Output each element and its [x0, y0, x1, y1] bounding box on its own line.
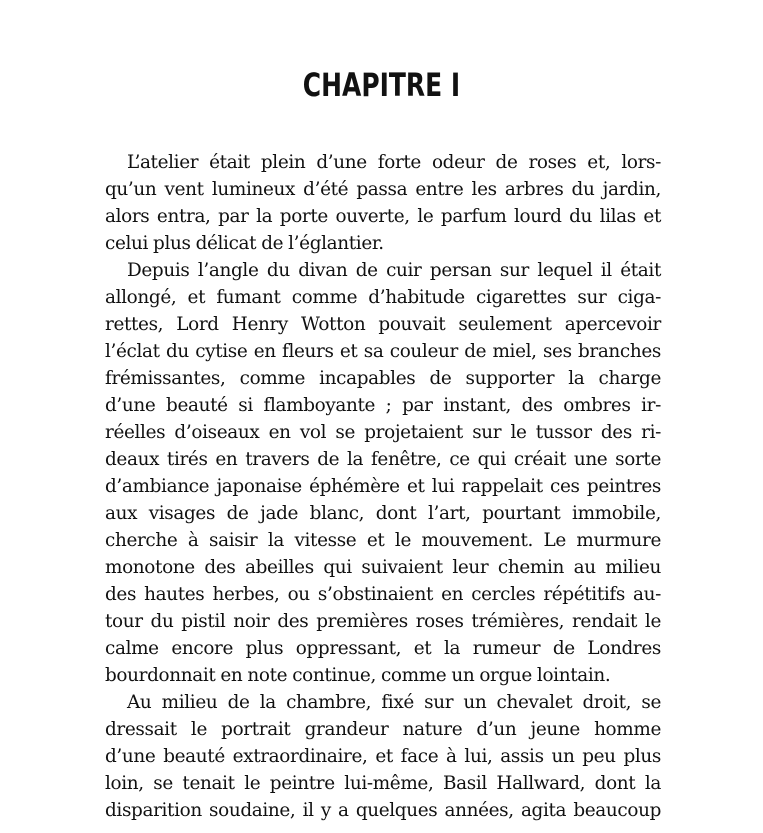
text-line: Depuis l’angle du divan de cuir persan sur lequel il était — [127, 260, 661, 281]
text-line: tour du pistil noir des premières roses trémières, rendait le — [105, 611, 661, 632]
chapter-body — [105, 149, 661, 824]
text-line: dressait le portrait grandeur nature d’un jeune homme — [105, 719, 661, 740]
text-line: aux visages de jade blanc, dont l’art, pourtant immobile, — [105, 503, 661, 524]
text-line: d’une beauté si flamboyante ; par instant, des ombres ir- — [105, 395, 661, 416]
text-line: calme encore plus oppressant, et la rumeur de Londres — [105, 638, 661, 659]
text-line: deaux tirés en travers de la fenêtre, ce qui créait une sorte — [105, 449, 661, 470]
text-line: L’atelier était plein d’une forte odeur de roses et, lors- — [127, 152, 661, 173]
text-line: réelles d’oiseaux en vol se projetaient sur le tussor des ri- — [105, 422, 661, 443]
text-line: des hautes herbes, ou s’obstinaient en cercles répétitifs au- — [105, 584, 661, 605]
text-line: alors entra, par la porte ouverte, le parfum lourd du lilas et — [105, 206, 661, 227]
text-line: cherche à saisir la vitesse et le mouvement. Le murmure — [105, 530, 661, 551]
text-line: disparition soudaine, il y a quelques années, agita beaucoup — [105, 800, 661, 821]
text-line: allongé, et fumant comme d’habitude cigarettes sur ciga- — [105, 287, 661, 308]
text-line: loin, se tenait le peintre lui-même, Basil Hallward, dont la — [105, 773, 661, 794]
text-line: l’éclat du cytise en fleurs et sa couleur de miel, ses branches — [105, 341, 661, 362]
text-line: monotone des abeilles qui suivaient leur chemin au milieu — [105, 557, 661, 578]
chapter-title: CHAPITRE I — [302, 66, 461, 104]
text-line: Au milieu de la chambre, fixé sur un chevalet droit, se — [127, 692, 661, 713]
text-line: bourdonnait en note continue, comme un orgue lointain. — [105, 665, 611, 686]
text-line: qu’un vent lumineux d’été passa entre les arbres du jardin, — [105, 179, 661, 200]
text-line: celui plus délicat de l’églantier. — [105, 233, 384, 254]
text-line: rettes, Lord Henry Wotton pouvait seulement apercevoir — [105, 314, 661, 335]
text-line: frémissantes, comme incapables de supporter la charge — [105, 368, 661, 389]
text-line: d’ambiance japonaise éphémère et lui rappelait ces peintres — [105, 476, 661, 497]
text-line: d’une beauté extraordinaire, et face à lui, assis un peu plus — [105, 746, 661, 767]
